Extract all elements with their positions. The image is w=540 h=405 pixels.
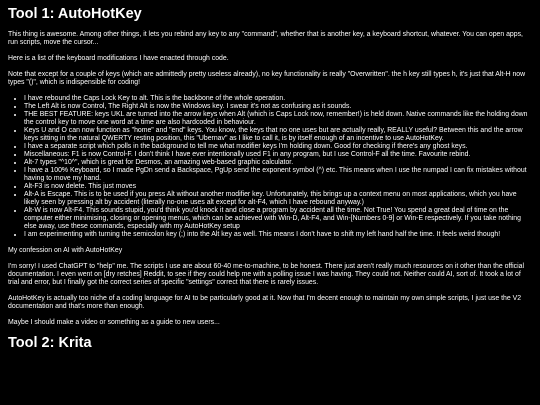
list-item: • Alt-W is now Alt-F4. This sounds stupid, you'd think you'd knock it and close a program by accident all the time. Not True! You spend a great deal of time on the computer either minimising, closing or opening menus, which can be achieved with Win-D, Alt-F4, and Win-[Numbers 0-9] or Win-E respectively. If you take nothing else away, use these commands, especially with my AutoHotKey setup [24, 207, 532, 231]
section-2-title: Tool 2: Krita [8, 335, 92, 351]
list-item: • Alt-7 types "^10^", which is great for Desmos, an amazing web-based graphic calculator. [24, 159, 532, 167]
list-item: • I have a separate script which polls in the background to tell me what modifier keys I'm holding down. Good for checking if there's any ghost keys. [24, 143, 532, 151]
list-item: • I have a 100% Keyboard, so I made PgDn send a Backspace, PgUp send the exponent symbol (^) etc. This means when I use the numpad I can fix mistakes without having to move my hand. [24, 167, 532, 183]
section-1-title: Tool 1: AutoHotKey [8, 6, 142, 22]
list-item: • Keys U and O can now function as "home" and "end" keys. You know, the keys that no one uses but are actually really, REALLY useful? Between this and the arrow keys sitting in the natural QWERTY resting position, this "Ubernav" as I like to call it, is by itself enough of an incentive to use AutoHotKey. [24, 127, 532, 143]
list-item: • Alt-F3 is now delete. This just moves [24, 183, 532, 191]
list-item: • I have rebound the Caps Lock Key to alt. This is the backbone of the whole operation. [24, 95, 532, 103]
list-item: • Miscellaneous: F1 is now Control-F. I don't think I have ever intentionally used F1 in any program, but I use Control-F all the time. Favourite rebind. [24, 151, 532, 159]
keyboard-modifications-list [8, 95, 532, 239]
list-item: • I am experimenting with turning the semicolon key (;) into the Alt key as well. This means I don't have to shift my left hand half the time. It feels weird though! [24, 231, 532, 239]
intro-paragraph: This thing is awesome. Among other things, it lets you rebind any key to any "command", whether that is another key, a keyboard shortcut, whatever. You can open apps, run scripts, move the cursor... [8, 31, 523, 46]
list-intro-paragraph: Here is a list of the keyboard modifications I have enacted through code. [8, 55, 229, 62]
list-item: • THE BEST FEATURE: keys UKL are turned into the arrow keys when Alt (which is Caps Lock now, remember!) is held down. Native commands like the holding down the control key to move one word at a time are also hardcoded in behaviour. [24, 111, 532, 127]
list-item: • The Left Alt is now Control, The Right Alt is now the Windows key. I swear it's not as confusing as it sounds. [24, 103, 532, 111]
closing-paragraph: Maybe I should make a video or something as a guide to new users... [8, 319, 220, 326]
list-item: • Alt-A is Escape. This is to be used if you press Alt without another modifier key. Unfortunately, this brings up a context menu on most applications, which you have likely seen by pressing alt by accident (literally no-one uses alt except for alt-F4, which I have rebound anyway.) [24, 191, 532, 207]
note-paragraph: Note that except for a couple of keys (which are admittedly pretty useless already), no key functionality is really "Overwritten". the h key still types h, it's just that Alt-H now types "()", which is indispensible for coding! [8, 71, 526, 86]
ai-confession-heading: My confession on AI with AutoHotKey [8, 247, 123, 254]
ai-paragraph-1: I'm sorry! I used ChatGPT to "help" me. The scripts I use are about 60-40 me-to-machine, to be honest. There just aren't really much resources on it other than the official documentation. I even went on [dry retches] Reddit, to see if they could help me with a polling issue I was having. They could not. Neither could AI, sort of. It took a lot of trial and error, but I finally got the correct series of specific "settings" correct that there is rarely issues. [8, 263, 525, 286]
ai-paragraph-2: AutoHotKey is actually too niche of a coding language for AI to be particularly good at it. Now that I'm decent enough to maintain my own simple scripts, I just use the V2 documentation and that's more than enough. [8, 295, 522, 310]
